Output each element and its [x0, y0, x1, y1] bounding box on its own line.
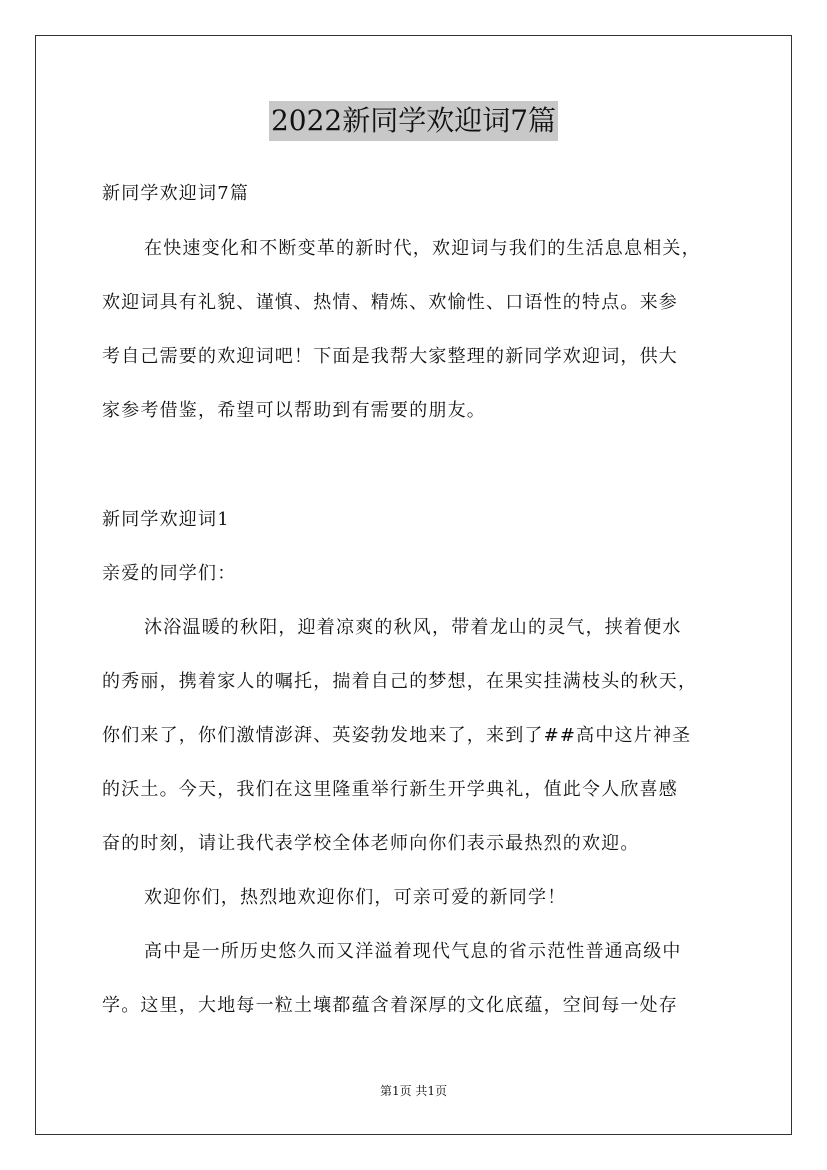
paragraph-line: 高中是一所历史悠久而又洋溢着现代气息的省示范性普通高级中 — [144, 941, 682, 962]
paragraph-line: 沐浴温暖的秋阳，迎着凉爽的秋风，带着龙山的灵气，挟着便水 — [144, 617, 682, 638]
subtitle-line: 新同学欢迎词7篇 — [102, 183, 250, 204]
paragraph-line: 奋的时刻，请让我代表学校全体老师向你们表示最热烈的欢迎。 — [102, 833, 640, 854]
paragraph-line: 学。这里，大地每一粒土壤都蕴含着深厚的文化底蕴，空间每一处存 — [102, 995, 678, 1016]
page-footer: 第1页 共1页 — [379, 1084, 448, 1098]
document-title: 2022新同学欢迎词7篇 — [269, 101, 558, 141]
paragraph-line: 家参考借鉴，希望可以帮助到有需要的朋友。 — [102, 400, 486, 421]
paragraph-line: 欢迎你们，热烈地欢迎你们，可亲可爱的新同学！ — [144, 887, 567, 908]
paragraph-line: 欢迎词具有礼貌、谨慎、热情、精炼、欢愉性、口语性的特点。来参 — [102, 292, 678, 313]
paragraph-line: 的秀丽，携着家人的嘱托，揣着自己的梦想，在果实挂满枝头的秋天， — [102, 671, 698, 692]
paragraph-line: 你们来了，你们激情澎湃、英姿勃发地来了，来到了##高中这片神圣 — [102, 725, 692, 746]
paragraph-line: 的沃土。今天，我们在这里隆重举行新生开学典礼，值此令人欣喜感 — [102, 779, 678, 800]
salutation-line: 亲爱的同学们： — [102, 563, 237, 584]
section-heading: 新同学欢迎词1 — [102, 509, 230, 530]
title-container — [0, 101, 827, 141]
paragraph-line: 考自己需要的欢迎词吧！下面是我帮大家整理的新同学欢迎词，供大 — [102, 346, 678, 367]
paragraph-line: 在快速变化和不断变革的新时代，欢迎词与我们的生活息息相关， — [144, 238, 701, 259]
